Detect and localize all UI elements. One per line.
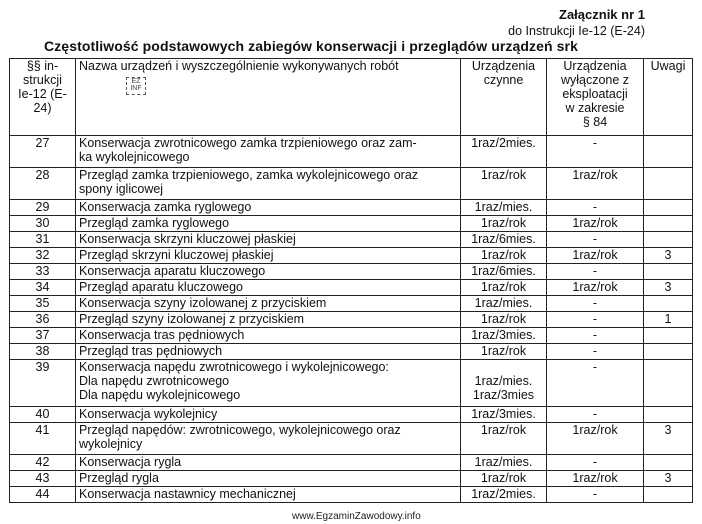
- paragraph-cell: 29: [10, 200, 76, 216]
- active-cell: 1raz/mies.: [461, 200, 547, 216]
- table-row: [10, 200, 693, 216]
- notes-cell: [644, 200, 693, 216]
- name-cell: Przegląd szyny izolowanej z przyciskiem: [76, 312, 461, 328]
- notes-cell: 3: [644, 471, 693, 487]
- notes-cell: [644, 487, 693, 503]
- paragraph-cell: 39: [10, 360, 76, 407]
- disabled-cell: 1raz/rok: [547, 423, 644, 455]
- table-row: [10, 407, 693, 423]
- notes-cell: [644, 232, 693, 248]
- table-row: [10, 136, 693, 168]
- table-row: [10, 487, 693, 503]
- active-cell: 1raz/6mies.: [461, 264, 547, 280]
- active-cell: 1raz/rok: [461, 423, 547, 455]
- notes-cell: 1: [644, 312, 693, 328]
- notes-cell: [644, 216, 693, 232]
- table-row: [10, 328, 693, 344]
- paragraph-cell: 32: [10, 248, 76, 264]
- paragraph-cell: 34: [10, 280, 76, 296]
- header-disabled-devices: Urządzenia wyłączone z eksploatacji w zakresie § 84: [547, 59, 644, 136]
- active-cell: 1raz/3mies.: [461, 407, 547, 423]
- active-cell: 1raz/rok: [461, 280, 547, 296]
- disabled-cell: -: [547, 328, 644, 344]
- name-cell: Konserwacja rygla: [76, 455, 461, 471]
- name-cell: Konserwacja nastawnicy mechanicznej: [76, 487, 461, 503]
- table-row: [10, 248, 693, 264]
- notes-cell: [644, 407, 693, 423]
- disabled-cell: -: [547, 296, 644, 312]
- notes-cell: [644, 344, 693, 360]
- watermark: www.EgzaminZawodowy.info: [292, 511, 421, 522]
- name-cell: Konserwacja skrzyni kluczowej płaskiej: [76, 232, 461, 248]
- document-title: Częstotliwość podstawowych zabiegów konserwacji i przeglądów urządzeń srk: [44, 38, 578, 54]
- header-name: Nazwa urządzeń i wyszczególnienie wykonywanych robót EZ INF: [76, 59, 461, 136]
- paragraph-cell: 33: [10, 264, 76, 280]
- active-cell: 1raz/rok: [461, 168, 547, 200]
- table-row: [10, 471, 693, 487]
- paragraph-cell: 40: [10, 407, 76, 423]
- paragraph-cell: 28: [10, 168, 76, 200]
- disabled-cell: 1raz/rok: [547, 168, 644, 200]
- name-cell: Przegląd aparatu kluczowego: [76, 280, 461, 296]
- table-row: [10, 216, 693, 232]
- paragraph-cell: 31: [10, 232, 76, 248]
- name-cell: Konserwacja zwrotnicowego zamka trzpieniowego oraz zam- ka wykolejnicowego: [76, 136, 461, 168]
- notes-cell: [644, 136, 693, 168]
- table-header-row: [10, 59, 693, 136]
- name-cell: Przegląd zamka ryglowego: [76, 216, 461, 232]
- active-cell: 1raz/2mies.: [461, 136, 547, 168]
- notes-cell: [644, 264, 693, 280]
- disabled-cell: 1raz/rok: [547, 471, 644, 487]
- disabled-cell: -: [547, 455, 644, 471]
- disabled-cell: -: [547, 360, 644, 407]
- name-cell: Konserwacja napędu zwrotnicowego i wykolejnicowego: Dla napędu zwrotnicowego Dla napędu wykolejnicowego: [76, 360, 461, 407]
- table-row: [10, 280, 693, 296]
- name-cell: Konserwacja wykolejnicy: [76, 407, 461, 423]
- table-row: [10, 296, 693, 312]
- header-active-devices: Urządzenia czynne: [461, 59, 547, 136]
- name-cell: Konserwacja aparatu kluczowego: [76, 264, 461, 280]
- name-cell: Przegląd zamka trzpieniowego, zamka wykolejnicowego oraz spony iglicowej: [76, 168, 461, 200]
- header-paragraph: §§ in- strukcji Ie-12 (E- 24): [10, 59, 76, 136]
- table-row: [10, 344, 693, 360]
- table-row: [10, 264, 693, 280]
- notes-cell: [644, 296, 693, 312]
- disabled-cell: 1raz/rok: [547, 216, 644, 232]
- active-cell: 1raz/rok: [461, 471, 547, 487]
- disabled-cell: -: [547, 200, 644, 216]
- name-cell: Konserwacja zamka ryglowego: [76, 200, 461, 216]
- disabled-cell: -: [547, 487, 644, 503]
- active-cell: 1raz/6mies.: [461, 232, 547, 248]
- appendix-label: Załącznik nr 1: [559, 7, 645, 22]
- name-cell: Konserwacja szyny izolowanej z przyciskiem: [76, 296, 461, 312]
- disabled-cell: 1raz/rok: [547, 248, 644, 264]
- notes-cell: 3: [644, 248, 693, 264]
- paragraph-cell: 43: [10, 471, 76, 487]
- name-cell: Przegląd rygla: [76, 471, 461, 487]
- paragraph-cell: 44: [10, 487, 76, 503]
- table-row: [10, 360, 693, 407]
- table-row: [10, 232, 693, 248]
- disabled-cell: -: [547, 344, 644, 360]
- active-cell: 1raz/2mies.: [461, 487, 547, 503]
- disabled-cell: -: [547, 312, 644, 328]
- paragraph-cell: 35: [10, 296, 76, 312]
- table-row: [10, 312, 693, 328]
- disabled-cell: -: [547, 232, 644, 248]
- name-cell: Przegląd napędów: zwrotnicowego, wykolejnicowego oraz wykolejnicy: [76, 423, 461, 455]
- embedded-object-icon: EZ INF: [126, 77, 146, 95]
- disabled-cell: -: [547, 136, 644, 168]
- disabled-cell: -: [547, 407, 644, 423]
- notes-cell: [644, 455, 693, 471]
- paragraph-cell: 38: [10, 344, 76, 360]
- active-cell: 1raz/mies.: [461, 296, 547, 312]
- paragraph-cell: 30: [10, 216, 76, 232]
- notes-cell: 3: [644, 423, 693, 455]
- active-cell: 1raz/rok: [461, 216, 547, 232]
- paragraph-cell: 36: [10, 312, 76, 328]
- disabled-cell: -: [547, 264, 644, 280]
- active-cell: 1raz/rok: [461, 248, 547, 264]
- notes-cell: 3: [644, 280, 693, 296]
- paragraph-cell: 42: [10, 455, 76, 471]
- table-row: [10, 455, 693, 471]
- name-cell: Konserwacja tras pędniowych: [76, 328, 461, 344]
- active-cell: 1raz/rok: [461, 344, 547, 360]
- notes-cell: [644, 168, 693, 200]
- paragraph-cell: 27: [10, 136, 76, 168]
- active-cell: 1raz/mies.: [461, 455, 547, 471]
- table-row: [10, 168, 693, 200]
- table-row: [10, 423, 693, 455]
- paragraph-cell: 41: [10, 423, 76, 455]
- header-notes: Uwagi: [644, 59, 693, 136]
- name-cell: Przegląd tras pędniowych: [76, 344, 461, 360]
- notes-cell: [644, 360, 693, 407]
- active-cell: 1raz/mies. 1raz/3mies: [461, 360, 547, 407]
- paragraph-cell: 37: [10, 328, 76, 344]
- name-cell: Przegląd skrzyni kluczowej płaskiej: [76, 248, 461, 264]
- active-cell: 1raz/rok: [461, 312, 547, 328]
- frequency-table: [9, 58, 693, 503]
- active-cell: 1raz/3mies.: [461, 328, 547, 344]
- disabled-cell: 1raz/rok: [547, 280, 644, 296]
- instruction-reference: do Instrukcji Ie-12 (E-24): [508, 24, 645, 38]
- notes-cell: [644, 328, 693, 344]
